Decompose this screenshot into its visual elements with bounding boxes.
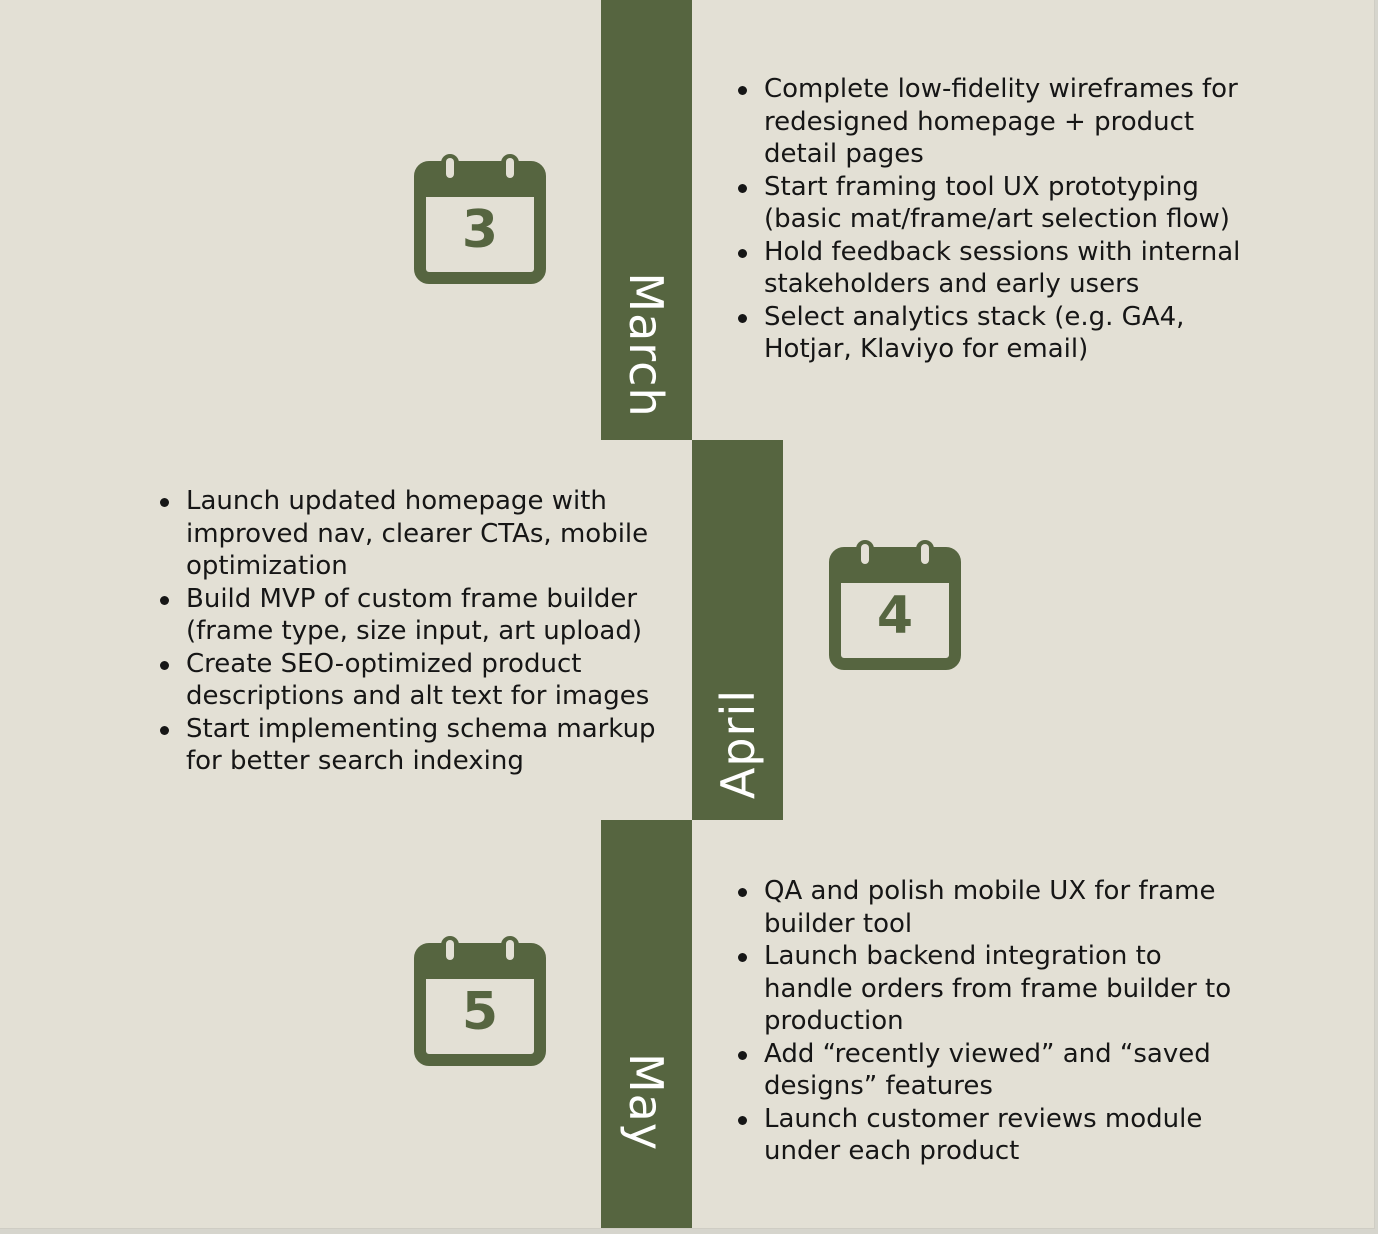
month-label-april: April	[711, 688, 765, 800]
task-item: Build MVP of custom frame builder (frame type, size input, art upload)	[160, 583, 660, 648]
calendar-icon	[414, 152, 546, 284]
task-item: Create SEO-optimized product descriptions and alt text for images	[160, 648, 660, 713]
month-label-march: March	[619, 272, 673, 418]
task-item: Add “recently viewed” and “saved designs” features	[738, 1038, 1258, 1103]
task-item: Start implementing schema markup for better search indexing	[160, 713, 660, 778]
calendar-icon	[829, 538, 961, 670]
task-item: Launch backend integration to handle orders from frame builder to production	[738, 940, 1258, 1038]
task-item: Complete low-fidelity wireframes for redesigned homepage + product detail pages	[738, 73, 1258, 171]
task-item: QA and polish mobile UX for frame builder tool	[738, 875, 1258, 940]
task-list-april	[160, 485, 660, 778]
calendar-day-number: 5	[461, 982, 499, 1042]
task-item: Start framing tool UX prototyping (basic mat/frame/art selection flow)	[738, 171, 1258, 236]
task-item: Select analytics stack (e.g. GA4, Hotjar, Klaviyo for email)	[738, 301, 1258, 366]
calendar-day-number: 4	[876, 586, 914, 646]
timeline-band-may	[601, 820, 692, 1229]
task-list-may	[738, 875, 1258, 1168]
calendar-day-number: 3	[461, 200, 499, 260]
task-item: Launch updated homepage with improved nav, clearer CTAs, mobile optimization	[160, 485, 660, 583]
task-list-march	[738, 73, 1258, 366]
task-item: Launch customer reviews module under each product	[738, 1103, 1258, 1168]
calendar-icon	[414, 934, 546, 1066]
month-label-may: May	[619, 1052, 673, 1152]
task-item: Hold feedback sessions with internal stakeholders and early users	[738, 236, 1258, 301]
